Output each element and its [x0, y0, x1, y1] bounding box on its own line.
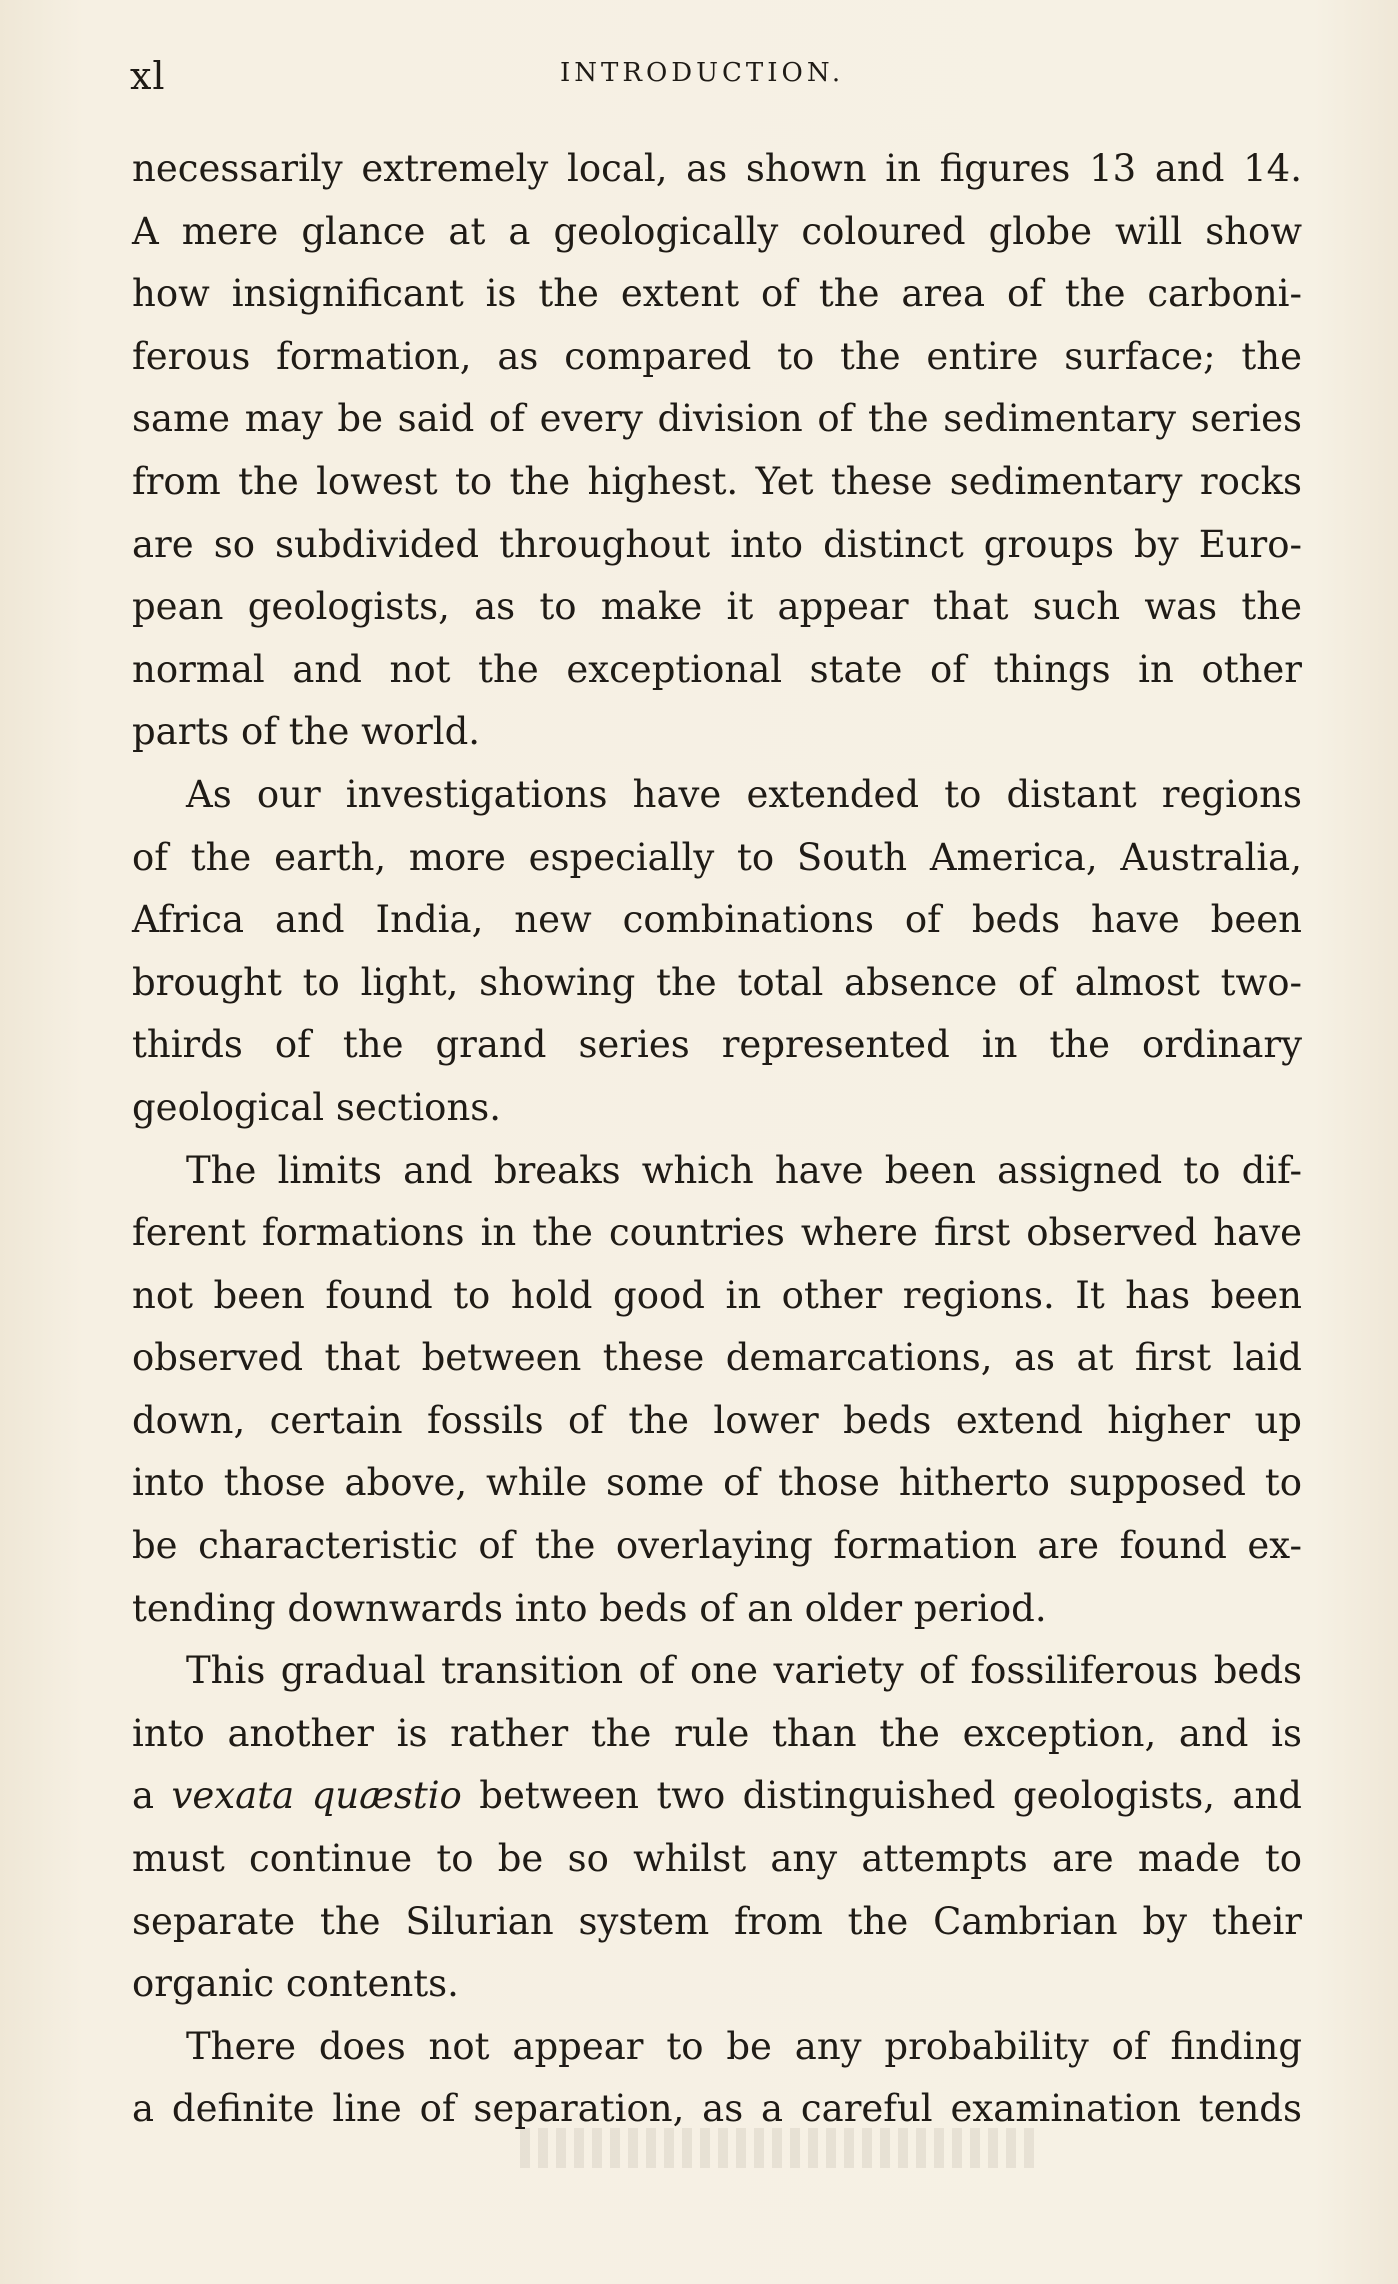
text-line: Africa and India, new combinations of beds have been — [132, 898, 1302, 942]
text-line: A mere glance at a geologically coloured globe will show — [132, 209, 1302, 253]
text-line: must continue to be so whilst any attempts are made to — [132, 1837, 1302, 1881]
text-line: tending downwards into beds of an older period. — [132, 1586, 1047, 1630]
text-line: into those above, while some of those hitherto supposed to — [132, 1461, 1302, 1505]
text-line: from the lowest to the highest. Yet these sedimentary rocks — [132, 459, 1302, 503]
text-line: a definite line of separation, as a careful examination tends — [132, 2087, 1302, 2131]
text-line: parts of the world. — [132, 710, 481, 754]
ink-bleed-through — [520, 2128, 1040, 2168]
text-line: be characteristic of the overlaying formation are found ex- — [132, 1524, 1302, 1568]
paragraph-start-line: This gradual transition of one variety of fossiliferous beds — [186, 1649, 1302, 1693]
paragraph-start-line: As our investigations have extended to distant regions — [186, 772, 1302, 816]
text-line: pean geologists, as to make it appear that such was the — [132, 585, 1302, 629]
text-fragment: a — [132, 1774, 172, 1818]
text-line: not been found to hold good in other regions. It has been — [132, 1273, 1302, 1317]
text-line: geological sections. — [132, 1085, 502, 1129]
paragraph-start-line: The limits and breaks which have been assigned to dif- — [186, 1148, 1302, 1192]
text-line: brought to light, showing the total absence of almost two- — [132, 960, 1302, 1004]
text-line: into another is rather the rule than the exception, and is — [132, 1711, 1302, 1755]
text-line: organic contents. — [132, 1962, 459, 2006]
text-line: same may be said of every division of the sedimentary series — [132, 397, 1302, 441]
text-line: ferous formation, as compared to the entire surface; the — [132, 334, 1302, 378]
text-line: are so subdivided throughout into distinct groups by Euro- — [132, 522, 1302, 566]
text-line: ferent formations in the countries where first observed have — [132, 1211, 1302, 1255]
text-line: thirds of the grand series represented in the ordinary — [132, 1023, 1302, 1067]
running-head — [126, 54, 1272, 100]
text-line: of the earth, more especially to South America, Australia, — [132, 835, 1302, 879]
page-number: xl — [130, 54, 166, 98]
text-line: down, certain fossils of the lower beds extend higher up — [132, 1398, 1302, 1442]
body-text — [132, 138, 1302, 2141]
text-line-with-latin — [132, 1765, 1302, 1828]
paragraph-start-line: There does not appear to be any probability of finding — [186, 2024, 1302, 2068]
text-fragment: between two distinguished geologists, and — [461, 1774, 1302, 1818]
latin-phrase: vexata quæstio — [171, 1774, 462, 1818]
running-title: INTRODUCTION. — [560, 58, 845, 88]
text-line: necessarily extremely local, as shown in figures 13 and 14. — [132, 147, 1302, 190]
text-line: normal and not the exceptional state of things in other — [132, 647, 1302, 691]
text-line: how insignificant is the extent of the area of the carboni- — [132, 272, 1302, 316]
text-line: separate the Silurian system from the Cambrian by their — [132, 1899, 1302, 1943]
text-line: observed that between these demarcations, as at first laid — [132, 1336, 1302, 1380]
